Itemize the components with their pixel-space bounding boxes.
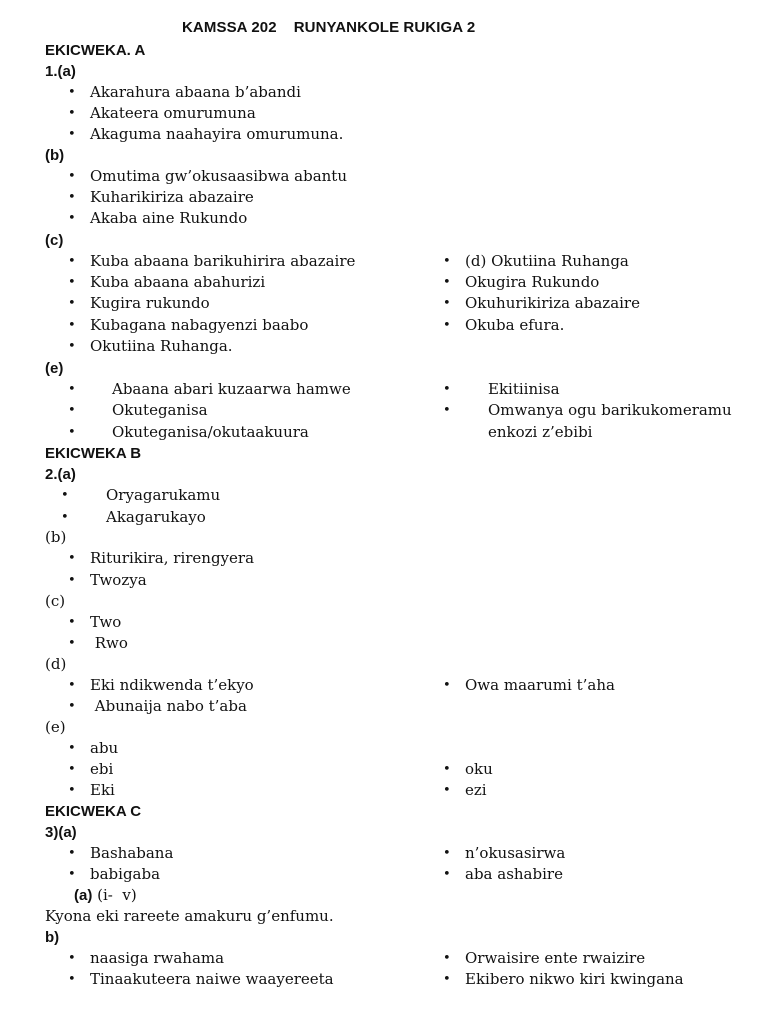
bullet-icon: • [68, 254, 76, 269]
section-heading-a: EKICWEKA. A [45, 42, 146, 59]
bullet-icon: • [443, 867, 451, 882]
bullet-icon: • [68, 382, 76, 397]
section-heading-c: EKICWEKA C [45, 803, 142, 820]
question-label-1c: (c) [45, 232, 64, 249]
bullet-icon: • [68, 741, 76, 756]
bullet-icon: • [443, 403, 451, 418]
bullet-icon: • [68, 867, 76, 882]
bullet-icon: • [443, 254, 451, 269]
bullet-icon: • [443, 318, 451, 333]
question-label-1b: (b) [45, 147, 65, 164]
bullet-icon: • [443, 382, 451, 397]
question-label-2b: (b) [45, 528, 67, 546]
bullet-icon: • [68, 972, 76, 987]
bullet-icon: • [68, 762, 76, 777]
bullet-icon: • [443, 275, 451, 290]
bullet-icon: • [61, 488, 69, 503]
bullet-icon: • [68, 85, 76, 100]
bullet-icon: • [68, 211, 76, 226]
bullet-icon: • [443, 951, 451, 966]
list-item-continuation: enkozi z’ebibi [488, 423, 593, 441]
bullet-icon: • [68, 615, 76, 630]
bullet-icon: • [68, 951, 76, 966]
bullet-icon: • [443, 762, 451, 777]
bullet-icon: • [68, 296, 76, 311]
bullet-icon: • [68, 636, 76, 651]
bullet-icon: • [68, 190, 76, 205]
question-label-1a: 1.(a) [45, 63, 76, 80]
bullet-icon: • [443, 783, 451, 798]
bullet-icon: • [68, 318, 76, 333]
bullet-icon: • [68, 551, 76, 566]
bullet-icon: • [443, 846, 451, 861]
question-label-2e: (e) [45, 718, 66, 736]
question-label-3a-sub: (a) (i- v) [74, 886, 137, 904]
question-label-3a: 3)(a) [45, 824, 77, 841]
question-label-1e: (e) [45, 360, 64, 377]
bullet-icon: • [443, 678, 451, 693]
bullet-icon: • [443, 972, 451, 987]
answer-sheet-page: KAMSSA 202 RUNYANKOLE RUKIGA 2 EKICWEKA. A 1.(a) • Akarahura abaana b’abandi • Akateera omurumuna • Akaguma naahayira omurumuna. (b) • Omutima gw’okusaasibwa abantu • Kuharikiriza abazaire • Akaba aine Rukundo (c) • Kuba abaana barikuhirira abazaire • Kuba abaana abahurizi • Kugira rukundo • Kubagana nabagyenzi baabo • Okutiina Ruhanga. • (d) Okutiina Ruhanga • Okugira Rukundo • Okuhurikiriza abazaire • Okuba efura. (e) • Abaana abari kuzaarwa hamwe • Okuteganisa • Okuteganisa/okutaakuura • Ekitiinisa • Omwanya ogu barikukomeramu enkozi z’ebibi EKICWEKA B 2.(a) • Oryagarukamu • Akagarukayo (b) • Riturikira, rirengyera • Twozya (c) • Two • Rwo (d) • Eki ndikwenda t’ekyo • Abunaija nabo t’aba • Owa maarumi t’aha (e) • abu • ebi • Eki • oku • ezi EKICWEKA C 3)(a) • Bashabana • babigaba • n’okusasirwa • aba ashabire (a) (i- v) Kyona eki rareete amakuru g’enfumu. b) • naasiga rwahama • Tinaakuteera naiwe waayereeta • Orwaisire ente rwaizire • Ekibero nikwo kiri kwingana [45, 19, 732, 988]
bullet-icon: • [68, 425, 76, 440]
bullet-icon: • [68, 275, 76, 290]
bullet-icon: • [61, 510, 69, 525]
bullet-icon: • [68, 678, 76, 693]
question-label-2c: (c) [45, 592, 66, 610]
question-label-2a: 2.(a) [45, 466, 76, 483]
bullet-icon: • [68, 403, 76, 418]
bullet-icon: • [68, 339, 76, 354]
document-title: KAMSSA 202 RUNYANKOLE RUKIGA 2 [182, 19, 476, 36]
bullet-icon: • [68, 783, 76, 798]
bullet-icon: • [68, 106, 76, 121]
bullet-icon: • [68, 699, 76, 714]
answer-text-3a: Kyona eki rareete amakuru g’enfumu. [45, 907, 334, 925]
bullet-icon: • [68, 127, 76, 142]
bullet-icon: • [443, 296, 451, 311]
bullet-icon: • [68, 169, 76, 184]
question-label-3b: b) [45, 929, 60, 946]
section-heading-b: EKICWEKA B [45, 445, 142, 462]
question-label-2d: (d) [45, 655, 67, 673]
bullet-icon: • [68, 573, 76, 588]
bullet-icon: • [68, 846, 76, 861]
